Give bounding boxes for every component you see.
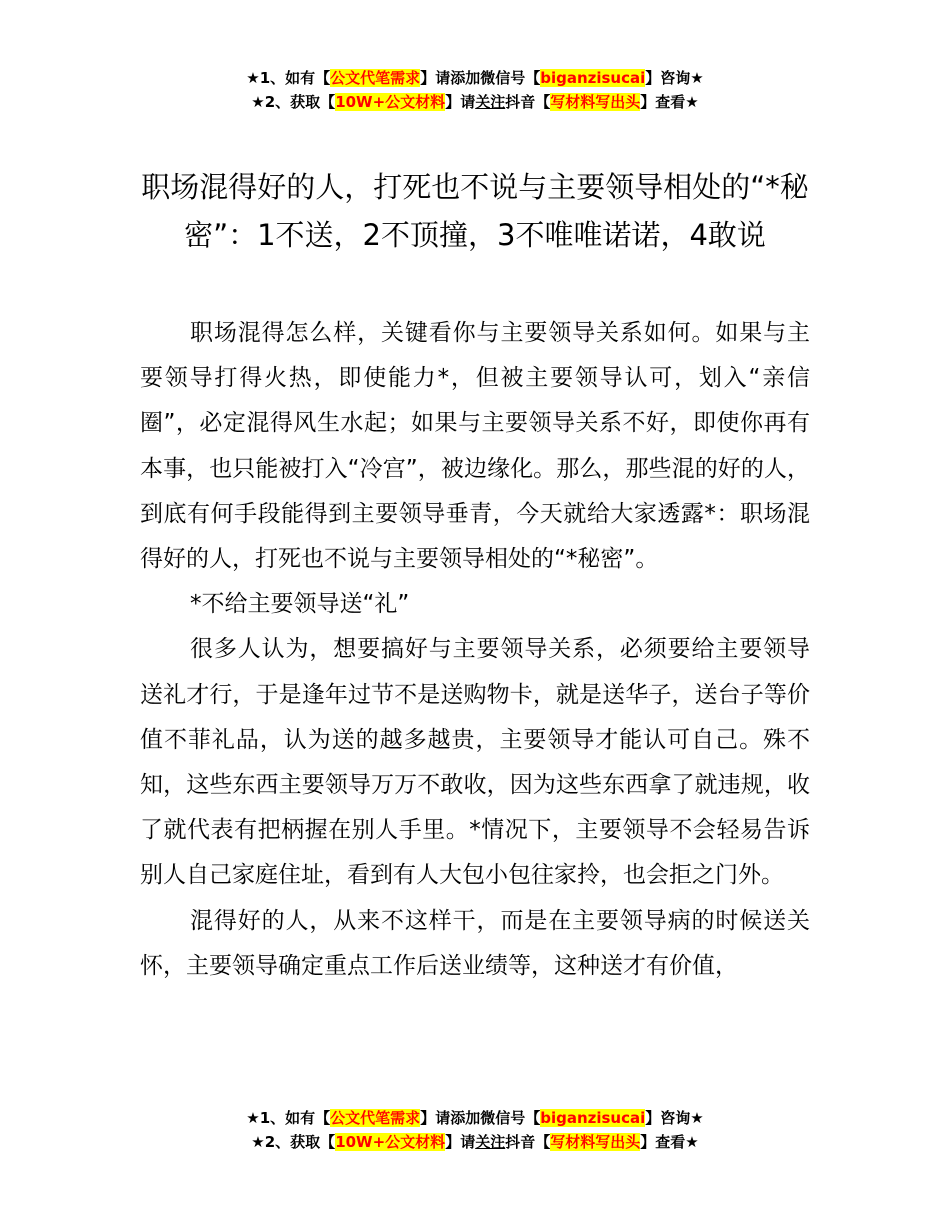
- banner-text: 】请: [445, 1133, 476, 1151]
- section-heading: *不给主要领导送“礼”: [190, 591, 410, 618]
- douyin-highlight: 写材料写出头: [550, 93, 641, 111]
- paragraph: 混得好的人，从来不这样干，而是在主要领导病的时候送关怀，主要领导确定重点工作后送业绩等，这种送才有价值，: [140, 907, 810, 979]
- banner-highlight: 公文代笔需求: [330, 1109, 421, 1127]
- banner-text: 抖音【: [505, 93, 551, 111]
- banner-highlight: 10W+公文材料: [335, 93, 446, 111]
- banner-text: ★1、如有【: [246, 69, 331, 87]
- document-title: 职场混得好的人，打死也不说与主要领导相处的“*秘密”：1不送，2不顶撞，3不唯唯诺诺，4敢说: [141, 170, 809, 252]
- banner-text: ★2、获取【: [251, 93, 336, 111]
- banner-text: 】咨询★: [645, 1109, 704, 1127]
- banner-text: 】查看★: [640, 1133, 699, 1151]
- banner-underline: 关注: [475, 1133, 506, 1151]
- banner-text: ★1、如有【: [246, 1109, 331, 1127]
- banner-line-1: [0, 66, 950, 90]
- banner-text: 】咨询★: [645, 69, 704, 87]
- banner-text: 】请添加微信号【: [420, 1109, 541, 1127]
- footer-banner: [0, 1106, 950, 1154]
- document-body: [140, 311, 810, 989]
- header-banner: [0, 66, 950, 114]
- banner-highlight: 公文代笔需求: [330, 69, 421, 87]
- banner-line-2: [0, 1130, 950, 1154]
- banner-text: 抖音【: [505, 1133, 551, 1151]
- banner-line-2: [0, 90, 950, 114]
- banner-text: ★2、获取【: [251, 1133, 336, 1151]
- banner-underline: 关注: [475, 93, 506, 111]
- banner-line-1: [0, 1106, 950, 1130]
- wechat-id-highlight: biganzisucai: [540, 1109, 646, 1127]
- banner-highlight: 10W+公文材料: [335, 1133, 446, 1151]
- paragraph: 很多人认为，想要搞好与主要领导关系，必须要给主要领导送礼才行，于是逢年过节不是送购物卡，就是送华子，送台子等价值不菲礼品，认为送的越多越贵，主要领导才能认可自己。殊不知，这些东西主要领导万万不敢收，因为这些东西拿了就违规，收了就代表有把柄握在别人手里。*情况下，主要领导不会轻易告诉别人自己家庭住址，看到有人大包小包往家拎，也会拒之门外。: [140, 636, 810, 889]
- paragraph: 职场混得怎么样，关键看你与主要领导关系如何。如果与主要领导打得火热，即使能力*，但被主要领导认可，划入“亲信圈”，必定混得风生水起；如果与主要领导关系不好，即使你再有本事，也只能被打入“冷宫”，被边缘化。那么，那些混的好的人，到底有何手段能得到主要领导垂青，今天就给大家透露*：职场混得好的人，打死也不说与主要领导相处的“*秘密”。: [140, 320, 810, 573]
- banner-text: 】请: [445, 93, 476, 111]
- wechat-id-highlight: biganzisucai: [540, 69, 646, 87]
- banner-text: 】查看★: [640, 93, 699, 111]
- douyin-highlight: 写材料写出头: [550, 1133, 641, 1151]
- banner-text: 】请添加微信号【: [420, 69, 541, 87]
